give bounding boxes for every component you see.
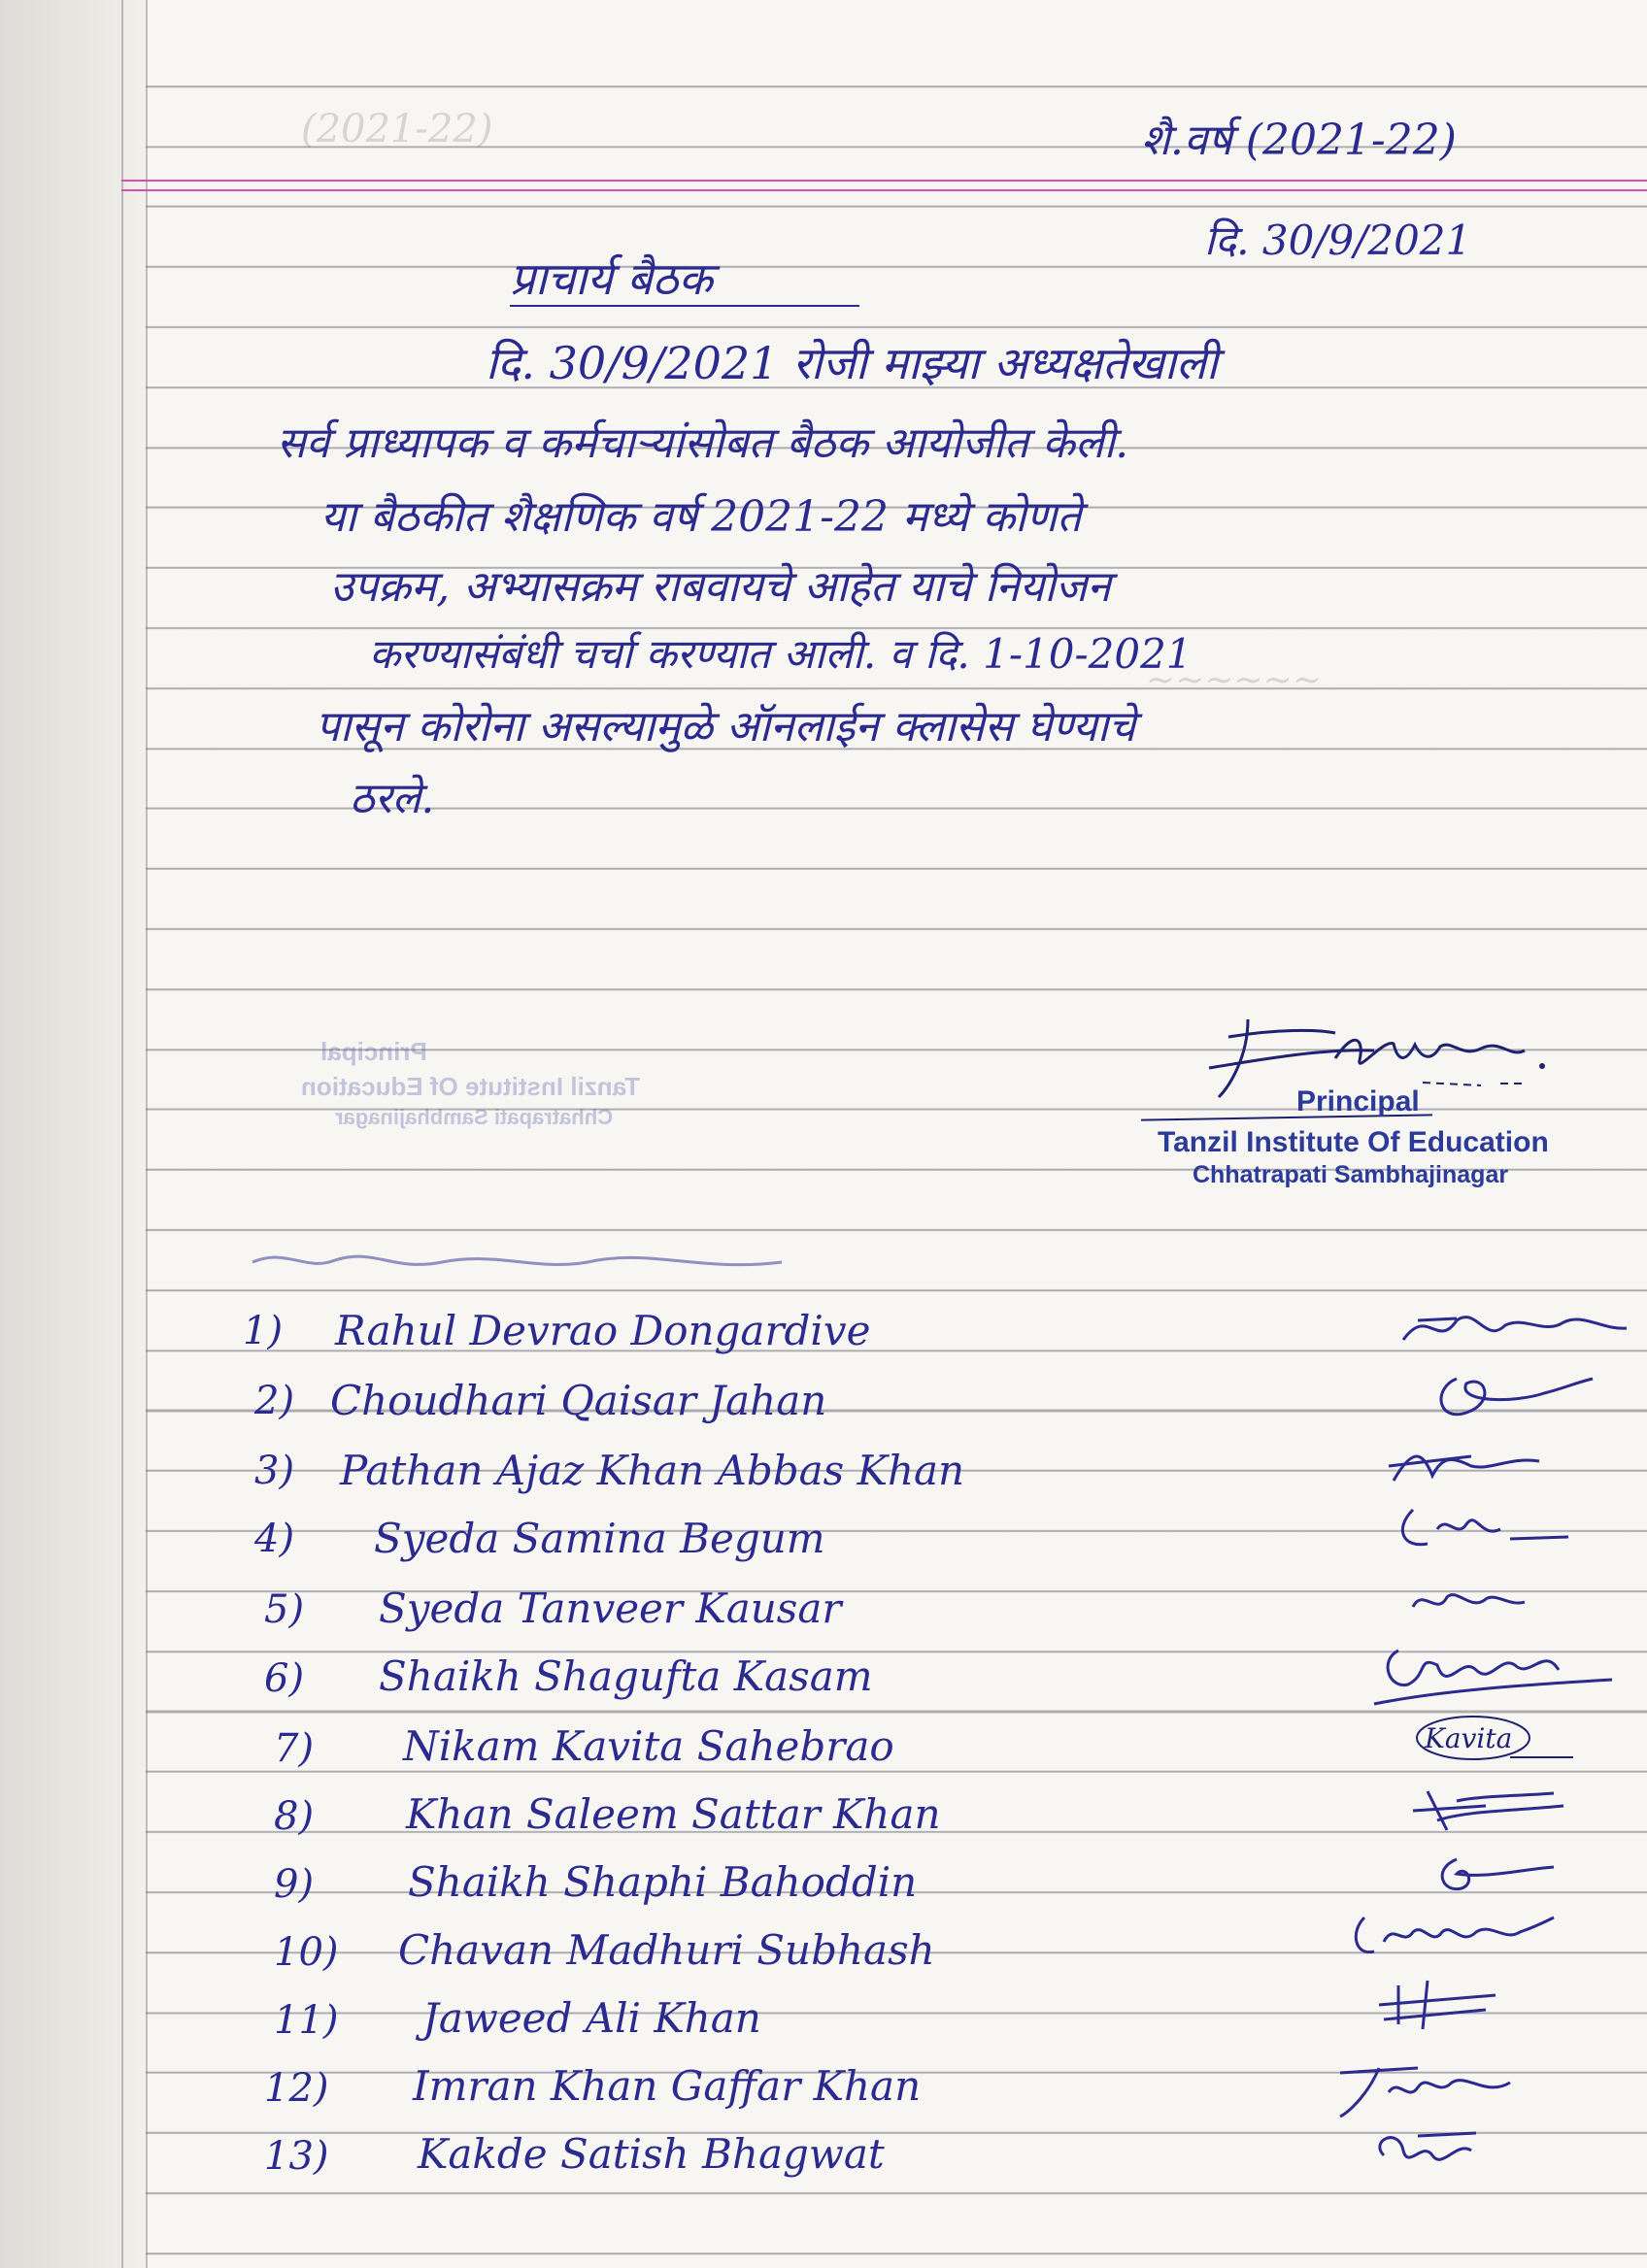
list-number: 8) xyxy=(274,1794,315,1839)
list-number: 12) xyxy=(264,2066,329,2111)
attendee-name: Chavan Madhuri Subhash xyxy=(398,1926,935,1974)
attendee-signature xyxy=(1428,1850,1563,1898)
attendee-signature xyxy=(1403,1578,1539,1626)
stamp-title: Principal xyxy=(1296,1085,1420,1117)
academic-year: शै.वर्ष (2021-22) xyxy=(1141,116,1457,165)
list-number: 9) xyxy=(274,1862,315,1907)
bleed-through-stamp-institution: Tanzil Institute Of Education xyxy=(301,1072,641,1101)
page-binding-shadow xyxy=(0,0,146,2268)
attendee-signature xyxy=(1374,1437,1549,1495)
attendee-name: Shaikh Shagufta Kasam xyxy=(379,1652,873,1700)
list-number: 13) xyxy=(264,2134,329,2179)
body-line: सर्व प्राध्यापक व कर्मचाऱ्यांसोबत बैठक आयोजीत केली. xyxy=(277,418,1129,468)
list-number: 11) xyxy=(274,1998,339,2043)
attendee-name: Jaweed Ali Khan xyxy=(422,1994,761,2042)
list-number: 5) xyxy=(264,1587,305,1632)
body-line: या बैठकीत शैक्षणिक वर्ष 2021-22 मध्ये कोणते xyxy=(320,492,1082,542)
attendee-name: Kakde Satish Bhagwat xyxy=(418,2130,885,2178)
body-line: करण्यासंबंधी चर्चा करण्यात आली. व दि. 1-10-2021 xyxy=(369,630,1193,678)
attendee-signature xyxy=(1330,2053,1525,2121)
list-number: 6) xyxy=(264,1656,305,1701)
attendee-name: Nikam Kavita Sahebrao xyxy=(403,1722,894,1770)
attendee-signature xyxy=(1398,1301,1631,1359)
body-line: ठरले. xyxy=(350,774,435,823)
bleed-through-text: (2021-22) xyxy=(301,107,493,151)
bleed-through-text: ~~~~~~ xyxy=(1146,660,1322,700)
signature-dot xyxy=(1539,1063,1545,1069)
list-number: 10) xyxy=(274,1930,339,1975)
body-line: उपक्रम, अभ्यासक्रम राबवायचे आहेत याचे नियोजन xyxy=(330,562,1111,612)
attendee-name: Imran Khan Gaffar Khan xyxy=(413,2062,922,2110)
attendee-signature xyxy=(1384,1500,1578,1558)
body-line: दि. 30/9/2021 रोजी माझ्या अध्यक्षतेखाली xyxy=(486,337,1218,389)
attendee-signature xyxy=(1364,2121,1491,2180)
kavita-signature-text: Kavita xyxy=(1425,1722,1513,1754)
attendee-signature xyxy=(1428,1364,1602,1432)
attendee-name: Syeda Samina Begum xyxy=(374,1515,825,1562)
list-number: 3) xyxy=(254,1449,295,1493)
margin-rule-inner xyxy=(146,0,148,2268)
header-rule-top xyxy=(121,180,1647,182)
meeting-title: प्राचार्य बैठक xyxy=(510,252,713,305)
attendee-name: Syeda Tanveer Kausar xyxy=(379,1584,842,1632)
list-number: 4) xyxy=(254,1517,295,1561)
crossed-out-heading xyxy=(248,1243,791,1290)
title-underline xyxy=(510,305,859,307)
body-line: पासून कोरोना असल्यामुळे ऑनलाईन क्लासेस घेण्याचे xyxy=(316,702,1136,751)
bleed-through-stamp-location: Chhatrapati Sambhajinagar xyxy=(335,1105,614,1129)
attendee-name: Shaikh Shaphi Bahoddin xyxy=(408,1858,918,1906)
meeting-date: दि. 30/9/2021 xyxy=(1204,217,1472,264)
attendee-name: Choudhari Qaisar Jahan xyxy=(330,1377,827,1424)
attendee-signature-kavita xyxy=(1413,1709,1578,1767)
list-number: 1) xyxy=(243,1309,284,1353)
attendee-name: Pathan Ajaz Khan Abbas Khan xyxy=(340,1447,965,1494)
stamp-institution: Tanzil Institute Of Education xyxy=(1158,1126,1549,1158)
bleed-through-stamp-title: Principal xyxy=(320,1037,427,1066)
list-number: 2) xyxy=(254,1379,295,1423)
list-number: 7) xyxy=(274,1726,315,1771)
attendee-signature xyxy=(1369,1976,1505,2034)
attendee-signature xyxy=(1398,1782,1573,1840)
stamp-location: Chhatrapati Sambhajinagar xyxy=(1193,1161,1509,1188)
attendee-signature xyxy=(1345,1903,1559,1971)
margin-rule-outer xyxy=(121,0,123,2268)
attendee-signature xyxy=(1369,1636,1622,1714)
attendee-name: Rahul Devrao Dongardive xyxy=(335,1307,871,1354)
header-rule-bottom xyxy=(121,189,1647,191)
attendee-name: Khan Saleem Sattar Khan xyxy=(406,1790,941,1838)
